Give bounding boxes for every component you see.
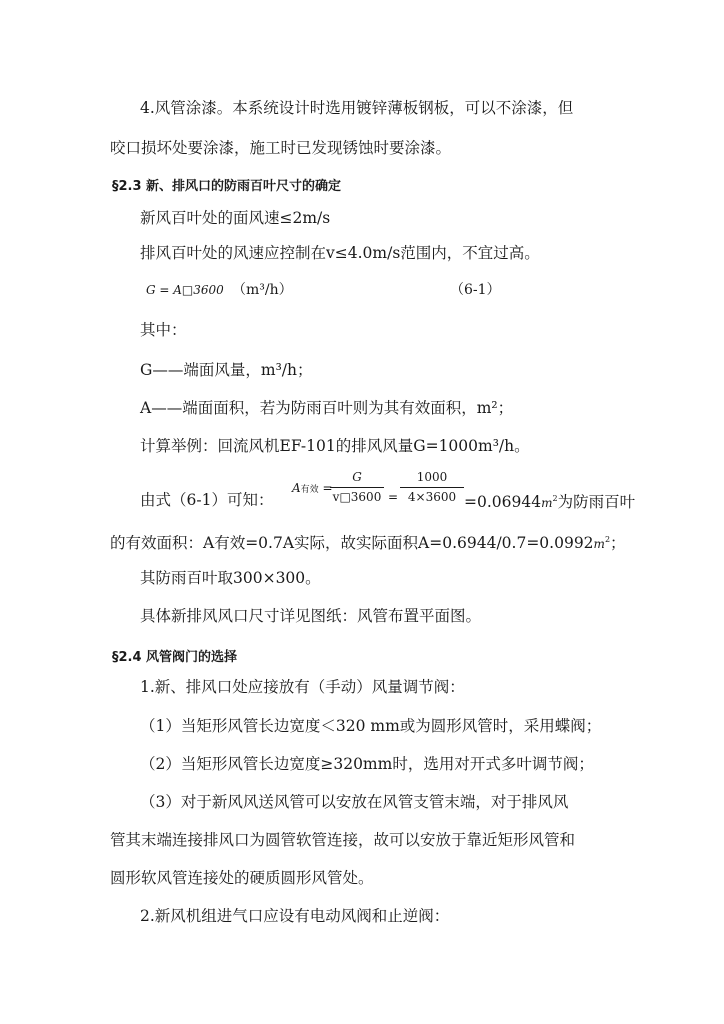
equation-lhs-subscript: 有效 [300,485,319,495]
equation-unit: m [541,496,553,511]
equation-lhs-var: A [292,481,301,495]
equation-denominator-1: v□3600 [332,490,382,504]
unit-exponent: 2 [604,535,611,544]
equation-numerator-1: G [352,470,362,484]
paragraph-line: 管其末端连接排风口为圆管软管连接，故可以安放于靠近矩形风管和 [110,831,576,849]
paragraph-line: （2）当矩形风管长边宽度≥320mm时，选用对开式多叶调节阀； [140,755,594,773]
paragraph-line: A——端面面积，若为防雨百叶则为其有效面积，m²； [140,399,514,417]
formula-number: （6-1） [450,282,501,298]
formula-6-1: G = A□3600 [146,283,224,297]
effective-area-text: 的有效面积：A有效=0.7A实际，故实际面积A=0.6944/0.7=0.0992 [110,534,594,553]
equation-lhs: A有效 = [292,481,333,495]
paragraph-line: 圆形软风管连接处的硬质圆形风管处。 [110,869,374,887]
paragraph-line: （1）当矩形风管长边宽度＜320 mm或为圆形风管时，采用蝶阀； [140,717,602,735]
paragraph-line: 4.风管涂漆。本系统设计时选用镀锌薄板钢板，可以不涂漆，但 [140,99,574,117]
fraction-bar-1 [330,487,384,488]
paragraph-line: 排风百叶处的风速应控制在v≤4.0m/s范围内，不宜过高。 [140,244,540,262]
effective-area-tail: ； [610,534,626,553]
paragraph-line [110,530,626,554]
paragraph-line: 1.新、排风口处应接放有（手动）风量调节阀： [140,678,465,696]
paragraph-line: 2.新风机组进气口应设有电动风阀和止逆阀： [140,907,450,925]
unit-exponent: 2 [552,494,558,503]
paragraph-line: G——端面风量，m³/h； [140,361,313,379]
paragraph-line: 咬口损坏处要涂漆，施工时已发现锈蚀时要涂漆。 [110,139,452,157]
equals-sign: = [388,490,399,504]
paragraph-line: （3）对于新风风送风管可以安放在风管支管末端，对于排风风 [140,793,569,811]
section-heading-2-3: §2.3 新、排风口的防雨百叶尺寸的确定 [112,179,342,194]
paragraph-line: 计算举例：回流风机EF-101的排风风量G=1000m³/h。 [140,437,530,455]
paragraph-line: 具体新排风风口尺寸详见图纸：风管布置平面图。 [140,607,482,625]
effective-area-unit: m [593,537,605,552]
formula-unit: （m³/h） [232,282,293,298]
paragraph-line: 新风百叶处的面风速≤2m/s [140,209,331,227]
paragraph-line: 其防雨百叶取300×300。 [140,569,321,587]
fraction-bar-2 [400,487,464,488]
equation-tail: 为防雨百叶 [557,493,636,512]
equation-result-value: =0.06944 [464,493,542,512]
section-heading-2-4: §2.4 风管阀门的选择 [112,650,238,665]
equation-numerator-2: 1000 [416,470,448,484]
equation-result [464,489,635,513]
equation-lead: 由式（6-1）可知： [140,491,274,509]
equation-denominator-2: 4×3600 [407,490,457,504]
paragraph-line: 其中： [140,321,187,339]
